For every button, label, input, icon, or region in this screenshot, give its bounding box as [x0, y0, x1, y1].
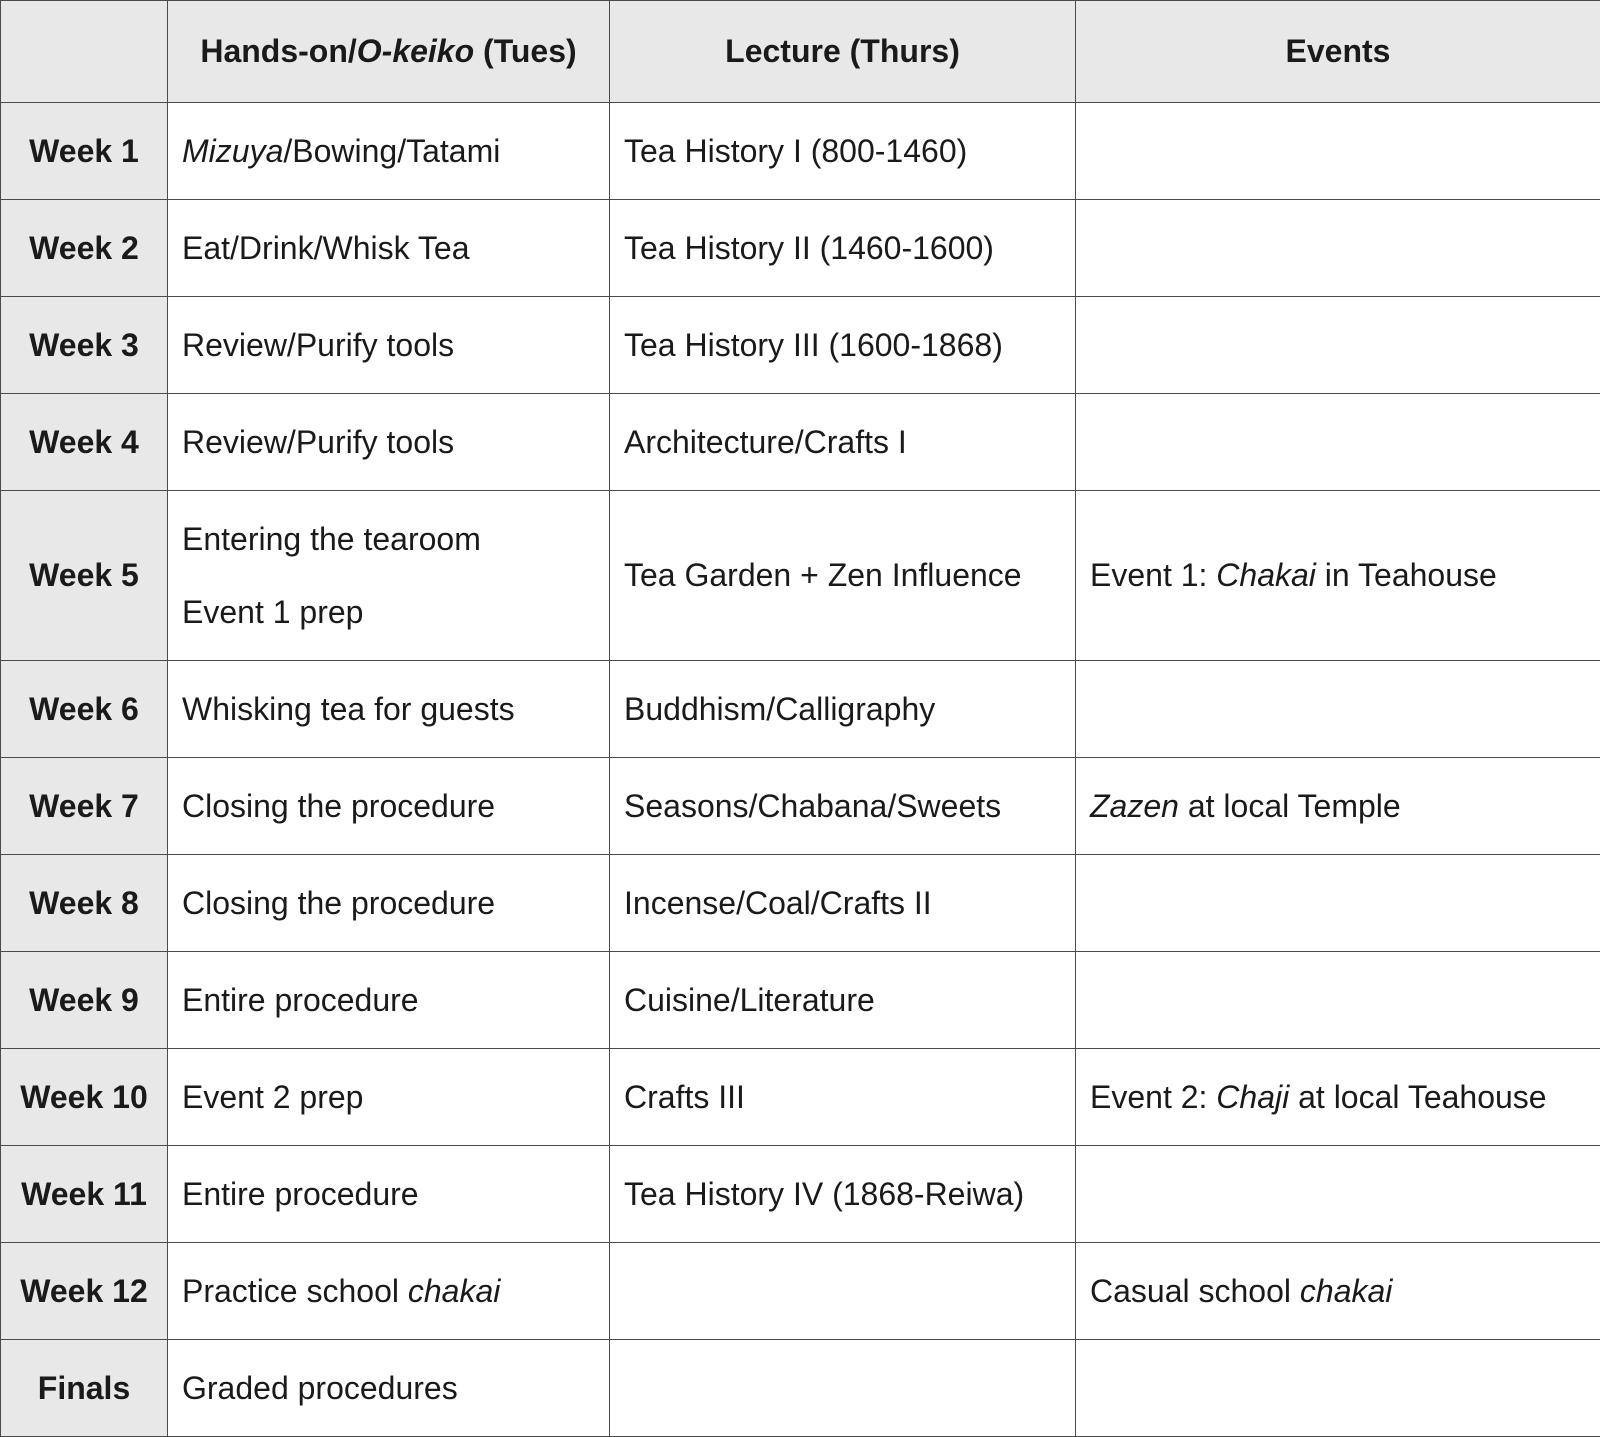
lecture-cell: Crafts III — [610, 1049, 1076, 1146]
event-cell — [1076, 1340, 1600, 1437]
event-cell: Event 2: Chaji at local Teahouse — [1076, 1049, 1600, 1146]
hands-on-cell: Entire procedure — [168, 1146, 610, 1243]
week-label: Finals — [1, 1340, 168, 1437]
table-row — [1, 1146, 1600, 1243]
table-row — [1, 103, 1600, 200]
table-row — [1, 855, 1600, 952]
lecture-cell: Buddhism/Calligraphy — [610, 661, 1076, 758]
lecture-cell — [610, 1340, 1076, 1437]
table-row — [1, 1340, 1600, 1437]
lecture-cell: Incense/Coal/Crafts II — [610, 855, 1076, 952]
event-cell — [1076, 200, 1600, 297]
week-label: Week 1 — [1, 103, 168, 200]
lecture-cell: Tea History III (1600-1868) — [610, 297, 1076, 394]
hands-on-cell — [168, 491, 610, 661]
table-row — [1, 661, 1600, 758]
hands-on-cell: Review/Purify tools — [168, 394, 610, 491]
week-label: Week 4 — [1, 394, 168, 491]
hands-on-line: Entering the tearoom — [182, 521, 595, 558]
hands-on-cell: Graded procedures — [168, 1340, 610, 1437]
header-events: Events — [1076, 1, 1600, 103]
hands-on-cell: Mizuya/Bowing/Tatami — [168, 103, 610, 200]
week-label: Week 3 — [1, 297, 168, 394]
table-row — [1, 200, 1600, 297]
week-label: Week 8 — [1, 855, 168, 952]
event-cell — [1076, 394, 1600, 491]
lecture-cell: Tea History IV (1868-Reiwa) — [610, 1146, 1076, 1243]
lecture-cell: Architecture/Crafts I — [610, 394, 1076, 491]
header-hands-on: Hands-on/O-keiko (Tues) — [168, 1, 610, 103]
header-row — [1, 1, 1600, 103]
week-label: Week 10 — [1, 1049, 168, 1146]
hands-on-cell: Event 2 prep — [168, 1049, 610, 1146]
hands-on-cell: Whisking tea for guests — [168, 661, 610, 758]
header-lecture: Lecture (Thurs) — [610, 1, 1076, 103]
week-label: Week 7 — [1, 758, 168, 855]
table-row — [1, 758, 1600, 855]
lecture-cell: Tea Garden + Zen Influence — [610, 491, 1076, 661]
hands-on-cell: Eat/Drink/Whisk Tea — [168, 200, 610, 297]
event-cell: Event 1: Chakai in Teahouse — [1076, 491, 1600, 661]
event-cell — [1076, 1146, 1600, 1243]
week-label: Week 9 — [1, 952, 168, 1049]
hands-on-line: Event 1 prep — [182, 594, 595, 631]
hands-on-cell: Practice school chakai — [168, 1243, 610, 1340]
event-cell — [1076, 855, 1600, 952]
table-row — [1, 297, 1600, 394]
lecture-cell: Seasons/Chabana/Sweets — [610, 758, 1076, 855]
week-label: Week 2 — [1, 200, 168, 297]
lecture-cell: Cuisine/Literature — [610, 952, 1076, 1049]
hands-on-cell: Closing the procedure — [168, 758, 610, 855]
lecture-cell — [610, 1243, 1076, 1340]
corner-cell — [1, 1, 168, 103]
hands-on-cell: Closing the procedure — [168, 855, 610, 952]
hands-on-cell: Review/Purify tools — [168, 297, 610, 394]
lecture-cell: Tea History II (1460-1600) — [610, 200, 1076, 297]
event-cell — [1076, 103, 1600, 200]
table-row — [1, 1049, 1600, 1146]
table-row — [1, 491, 1600, 661]
event-cell — [1076, 661, 1600, 758]
week-label: Week 6 — [1, 661, 168, 758]
event-cell: Casual school chakai — [1076, 1243, 1600, 1340]
week-label: Week 12 — [1, 1243, 168, 1340]
event-cell — [1076, 952, 1600, 1049]
week-label: Week 5 — [1, 491, 168, 661]
hands-on-cell: Entire procedure — [168, 952, 610, 1049]
event-cell — [1076, 297, 1600, 394]
table-row — [1, 394, 1600, 491]
lecture-cell: Tea History I (800-1460) — [610, 103, 1076, 200]
table-row — [1, 952, 1600, 1049]
event-cell: Zazen at local Temple — [1076, 758, 1600, 855]
table-row — [1, 1243, 1600, 1340]
week-label: Week 11 — [1, 1146, 168, 1243]
